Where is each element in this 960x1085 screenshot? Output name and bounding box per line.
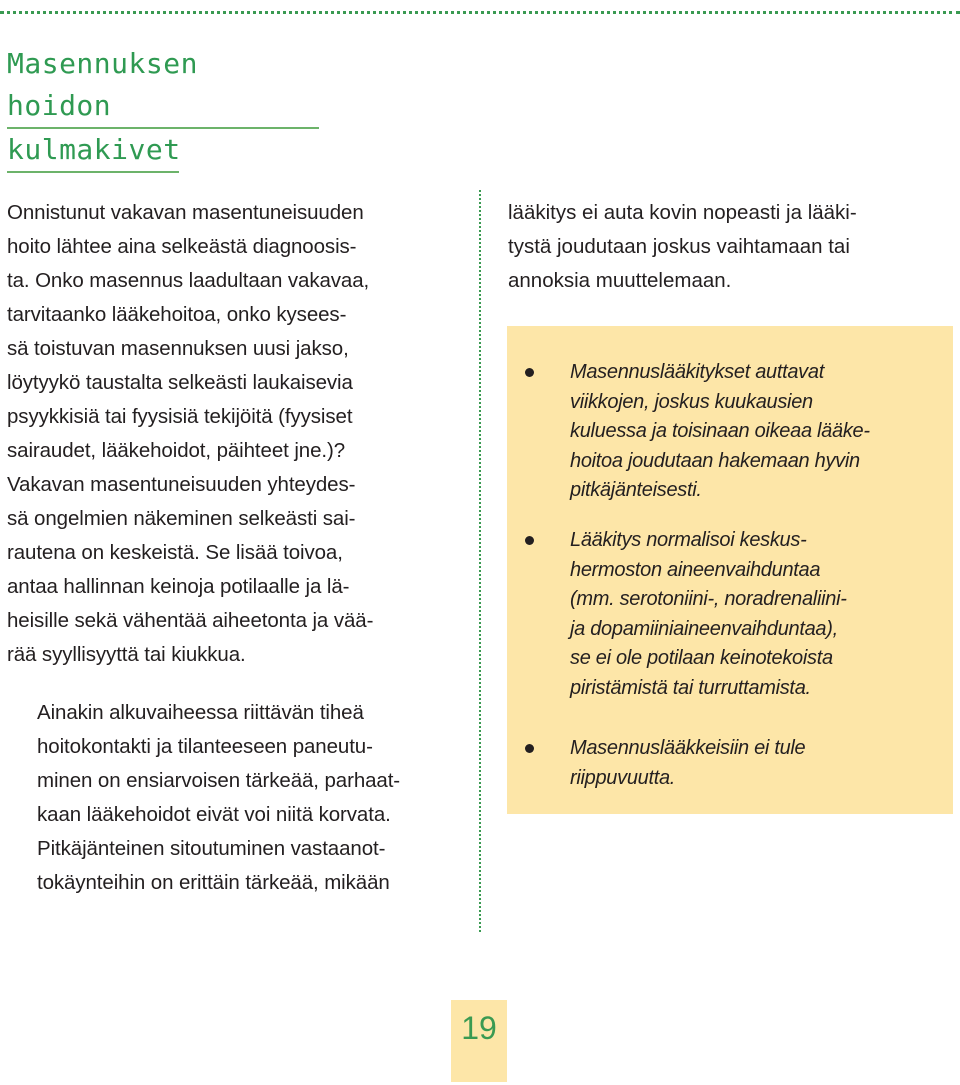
text-line: lääkitys ei auta kovin nopeasti ja lääki- bbox=[508, 201, 857, 224]
page-title bbox=[7, 43, 319, 173]
bullet-line: Masennuslääkitykset auttavat bbox=[570, 361, 824, 383]
bullet-line: riippuvuutta. bbox=[570, 766, 676, 789]
text-line: tystä joudutaan joskus vaihtamaan tai bbox=[508, 235, 850, 258]
text-line: tokäynteihin on erittäin tärkeää, mikään bbox=[37, 871, 390, 894]
text-line: sairaudet, lääkehoidot, päihteet jne.)? bbox=[7, 439, 346, 462]
bullet-line: ja dopamiiniaineenvaihduntaa), bbox=[570, 617, 838, 640]
text-line: annoksia muuttelemaan. bbox=[508, 269, 732, 292]
bullet-line: pitkäjänteisesti. bbox=[570, 479, 702, 501]
bullet-line: (mm. serotoniini-, noradrenaliini- bbox=[570, 588, 847, 610]
bullet-line: piristämistä tai turruttamista. bbox=[570, 676, 811, 699]
paragraph-diagnosis bbox=[7, 196, 451, 672]
bullet-line: hermoston aineenvaihduntaa bbox=[570, 558, 821, 581]
text-line: heisille sekä vähentää aiheetonta ja vää- bbox=[7, 609, 374, 632]
text-line: Vakavan masentuneisuuden yhteydes- bbox=[7, 473, 356, 496]
text-line: sä toistuvan masennuksen uusi jakso, bbox=[7, 337, 349, 360]
bullet-dot-icon bbox=[525, 536, 534, 545]
paragraph-continuation bbox=[508, 196, 958, 298]
text-line: minen on ensiarvoisen tärkeää, parhaat- bbox=[37, 769, 401, 792]
bullet-line: Lääkitys normalisoi keskus- bbox=[570, 529, 807, 551]
text-line: Onnistunut vakavan masentuneisuuden bbox=[7, 201, 364, 224]
page-number: 19 bbox=[451, 1000, 507, 1082]
text-line: psyykkisiä tai fyysisiä tekijöitä (fyysiset bbox=[7, 405, 353, 428]
bullet-line: viikkojen, joskus kuukausien bbox=[570, 390, 813, 413]
text-line: kaan lääkehoidot eivät voi niitä korvata. bbox=[37, 803, 391, 826]
bullet-line: Masennuslääkkeisiin ei tule bbox=[570, 737, 806, 759]
bullet-line: hoitoa joudutaan hakemaan hyvin bbox=[570, 449, 860, 472]
text-line: antaa hallinnan keinoja potilaalle ja lä- bbox=[7, 575, 350, 598]
text-line: hoito lähtee aina selkeästä diagnoosis- bbox=[7, 235, 357, 258]
title-line-2: kulmakivet bbox=[7, 129, 179, 173]
bullet-dot-icon bbox=[525, 368, 534, 377]
title-line-1: Masennuksen hoidon bbox=[7, 43, 319, 129]
bullet-text bbox=[570, 734, 950, 793]
highlight-box bbox=[507, 326, 953, 814]
bullet-line: se ei ole potilaan keinotekoista bbox=[570, 647, 833, 669]
text-line: löytyykö taustalta selkeästi laukaisevia bbox=[7, 371, 353, 394]
text-line: rää syyllisyyttä tai kiukkua. bbox=[7, 643, 246, 666]
bullet-line: kuluessa ja toisinaan oikeaa lääke- bbox=[570, 420, 870, 442]
paragraph-treatment-contact bbox=[7, 696, 451, 900]
right-column bbox=[508, 196, 958, 298]
text-line: rautena on keskeistä. Se lisää toivoa, bbox=[7, 541, 343, 564]
text-line: Pitkäjänteinen sitoutuminen vastaanot- bbox=[37, 837, 386, 860]
text-line: sä ongelmien näkeminen selkeästi sai- bbox=[7, 507, 356, 530]
text-line: hoitokontakti ja tilanteeseen paneutu- bbox=[37, 735, 373, 758]
text-line: ta. Onko masennus laadultaan vakavaa, bbox=[7, 269, 370, 292]
column-divider bbox=[479, 190, 481, 932]
text-line: Ainakin alkuvaiheessa riittävän tiheä bbox=[37, 701, 364, 724]
top-dotted-rule bbox=[0, 11, 960, 14]
text-line: tarvitaanko lääkehoitoa, onko kysees- bbox=[7, 303, 347, 326]
bullet-text bbox=[570, 526, 950, 703]
left-column bbox=[7, 196, 451, 900]
bullet-dot-icon bbox=[525, 744, 534, 753]
bullet-text bbox=[570, 358, 950, 506]
